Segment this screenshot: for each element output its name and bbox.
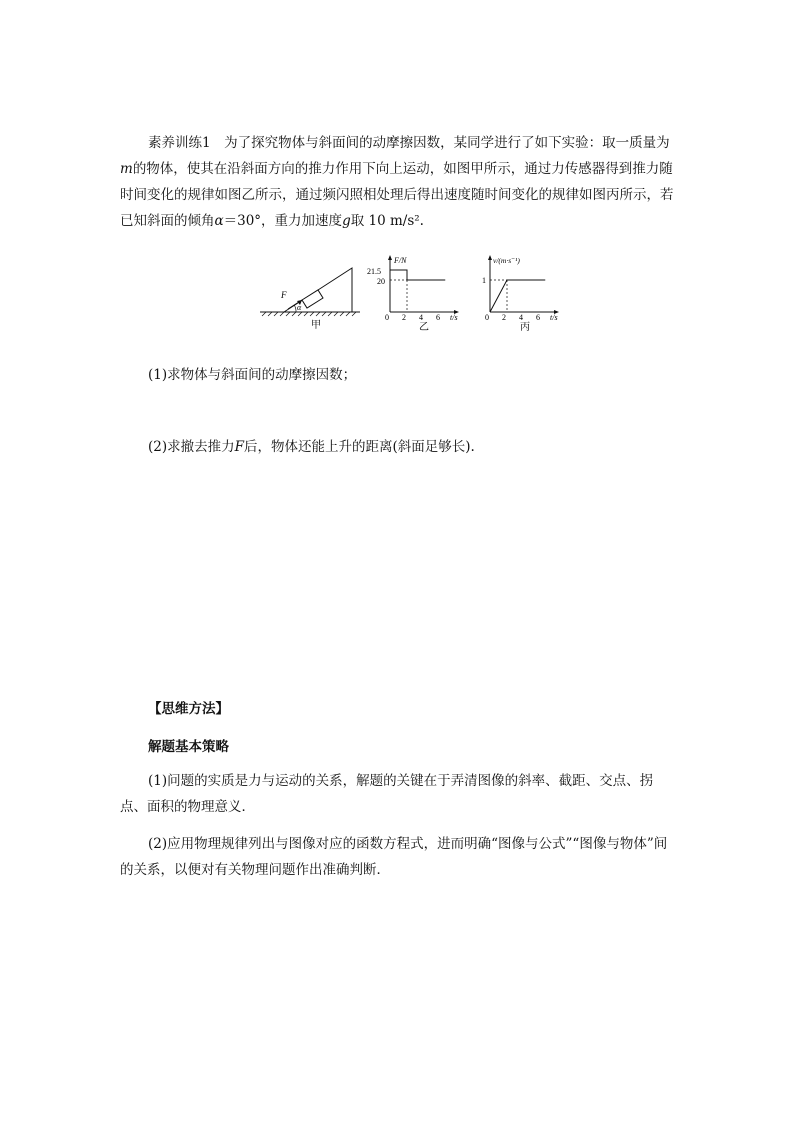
method-paragraph-2 <box>120 831 680 883</box>
method-heading: 【思维方法】 <box>148 701 229 717</box>
problem-lead: 素养训练1 <box>148 135 211 151</box>
force-label: F <box>281 290 287 300</box>
figure-velocity-time <box>482 255 559 333</box>
origin-b: 0 <box>385 313 389 322</box>
question-2-text-a: (2)求撤去推力 <box>148 439 235 455</box>
question-2-text-b: 后，物体还能上升的距离(斜面足够长). <box>244 439 475 455</box>
xtick-c-4: 4 <box>519 313 523 322</box>
method-paragraph-2-text: (2)应用物理规律列出与图像对应的函数方程式，进而明确“图像与公式”“图像与物体”间的关系，以便对有关物理问题作出准确判断． <box>120 836 668 878</box>
method-subheading: 解题基本策略 <box>148 739 229 755</box>
problem-statement <box>120 130 680 234</box>
xtick-b-2: 2 <box>402 313 406 322</box>
angle-label: α <box>297 303 302 312</box>
ylabel-b: F/N <box>394 256 407 265</box>
figures-row <box>256 252 566 336</box>
question-2-var-f: F <box>234 439 244 455</box>
problem-text-3: ＝30°，重力加速度 <box>223 213 343 229</box>
caption-bing: 丙 <box>520 322 530 333</box>
axis-y-b-arrow <box>388 255 392 260</box>
xtick-c-6: 6 <box>536 313 540 322</box>
ytick-b-21-5: 21.5 <box>367 267 381 276</box>
ytick-b-20: 20 <box>377 277 385 286</box>
figures-svg <box>256 252 566 336</box>
figure-force-time <box>367 255 459 333</box>
xlabel-b: t/s <box>450 313 458 322</box>
method-paragraph-1 <box>120 768 680 820</box>
method-paragraph-1-text: (1)问题的实质是力与运动的关系，解题的关键在于弄清图像的斜率、截距、交点、拐点、面积的物理意义． <box>120 773 654 815</box>
problem-text-2: 的物体，使其在沿斜面方向的推力作用下向上运动，如图甲所示，通过力传感器得到推力随时间变化的规律如图乙所示，通过频闪照相处理后得出速度随时间变化的规律如图丙所示，若已知斜面的倾角 <box>120 161 674 229</box>
question-1-text: (1)求物体与斜面间的动摩擦因数； <box>148 367 357 383</box>
xtick-c-2: 2 <box>502 313 506 322</box>
figure-incline <box>260 268 360 331</box>
axis-y-c-arrow <box>488 255 492 260</box>
var-m: m <box>120 161 133 177</box>
ylabel-c: v/(m·s⁻¹) <box>493 256 520 265</box>
var-g: g <box>342 213 351 229</box>
caption-jia: 甲 <box>311 320 321 331</box>
var-alpha: α <box>214 213 224 229</box>
ground-hatch <box>262 312 356 316</box>
series-line-c <box>490 280 545 312</box>
angle-arc <box>295 306 297 313</box>
question-2 <box>120 434 680 460</box>
caption-yi: 乙 <box>419 322 429 333</box>
series-line-b <box>390 270 445 280</box>
ytick-c-1: 1 <box>482 276 486 285</box>
problem-text-4: 取 10 m/s². <box>350 213 424 229</box>
xtick-b-6: 6 <box>436 313 440 322</box>
xtick-b-4: 4 <box>419 313 423 322</box>
origin-c: 0 <box>485 313 489 322</box>
question-1 <box>120 362 680 388</box>
xlabel-c: t/s <box>550 313 558 322</box>
block <box>302 290 323 308</box>
guide-dash-b <box>390 280 407 312</box>
problem-text-1: 为了探究物体与斜面间的动摩擦因数，某同学进行了如下实验：取一质量为 <box>224 135 670 151</box>
